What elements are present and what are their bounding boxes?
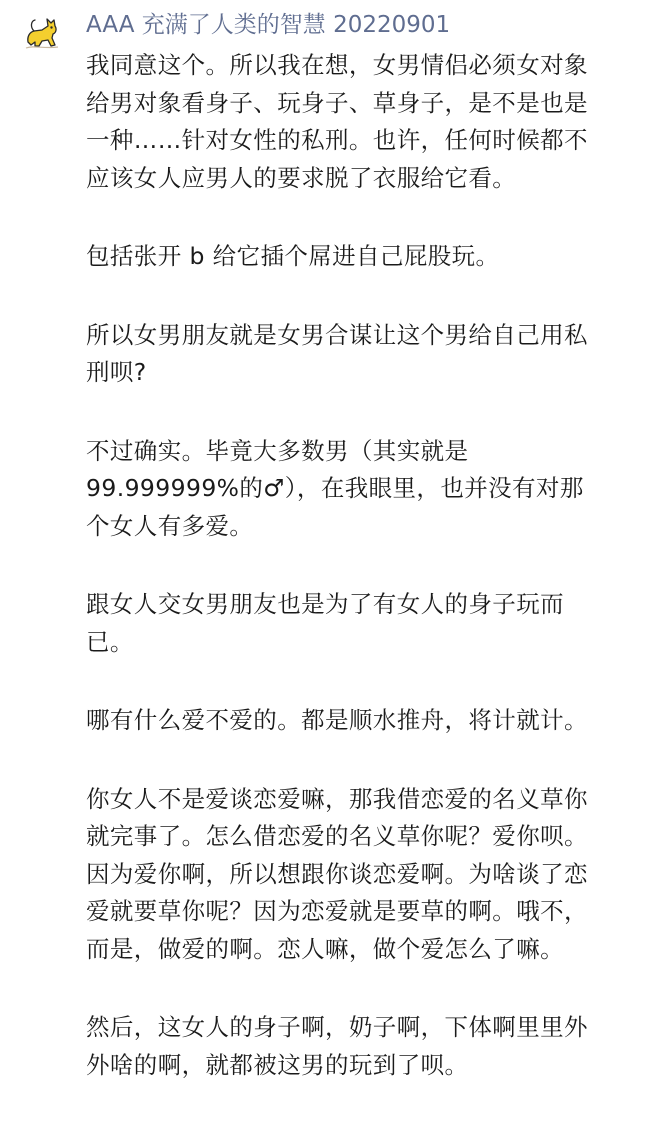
text-line: 因为爱你啊，所以想跟你谈恋爱啊。为啥谈了恋: [86, 859, 588, 888]
text-line: 所以女男朋友就是女男合谋让这个男给自己用私: [86, 320, 588, 349]
paragraph: [86, 586, 642, 661]
text-line: 给男对象看身子、玩身子、草身子，是不是也是: [86, 88, 588, 117]
text-line: 已。: [86, 627, 134, 656]
text-line: 我同意这个。所以我在想，女男情侣必须女对象: [86, 51, 588, 79]
text-line: 不过确实。毕竟大多数男（其实就是: [86, 436, 469, 465]
avatar[interactable]: [22, 12, 62, 52]
text-line: 包括张开 b 给它插个屌进自己屁股玩。: [86, 242, 500, 270]
text-line: 一种……针对女性的私刑。也许，任何时候都不: [86, 126, 588, 154]
paragraph: [86, 433, 642, 546]
text-line: 个女人有多爱。: [86, 511, 254, 540]
paragraph: [86, 1009, 642, 1084]
text-line: 你女人不是爱谈恋爱嘛，那我借恋爱的名义草你: [86, 784, 588, 813]
text-line: 哪有什么爱不爱的。都是顺水推舟，将计就计。: [86, 706, 588, 734]
paragraph: [86, 702, 642, 740]
text-line: 爱就要草你呢？因为恋爱就是要草的啊。哦不，: [86, 897, 588, 925]
text-line: 99.999999%的♂），在我眼里，也并没有对那: [86, 474, 584, 502]
text-line: 刑呗?: [86, 358, 147, 386]
text-line: 而是，做爱的啊。恋人嘛，做个爱怎么了嘛。: [86, 934, 564, 963]
message-body: [86, 47, 642, 1125]
text-line: 然后，这女人的身子啊，奶子啊，下体啊里里外: [86, 1013, 588, 1041]
paragraph: [86, 317, 642, 392]
text-line: 就完事了。怎么借恋爱的名义草你呢？爱你呗。: [86, 822, 588, 850]
paragraph: [86, 47, 642, 197]
paragraph: [86, 238, 642, 276]
text-line: 应该女人应男人的要求脱了衣服给它看。: [86, 163, 517, 192]
sender-name[interactable]: AAA 充满了人类的智慧 20220901: [86, 12, 451, 38]
cat-sticker-icon: [22, 12, 62, 52]
text-line: 跟女人交女男朋友也是为了有女人的身子玩而: [86, 590, 564, 618]
paragraph: [86, 781, 642, 969]
text-line: 外啥的啊，就都被这男的玩到了呗。: [86, 1050, 469, 1079]
